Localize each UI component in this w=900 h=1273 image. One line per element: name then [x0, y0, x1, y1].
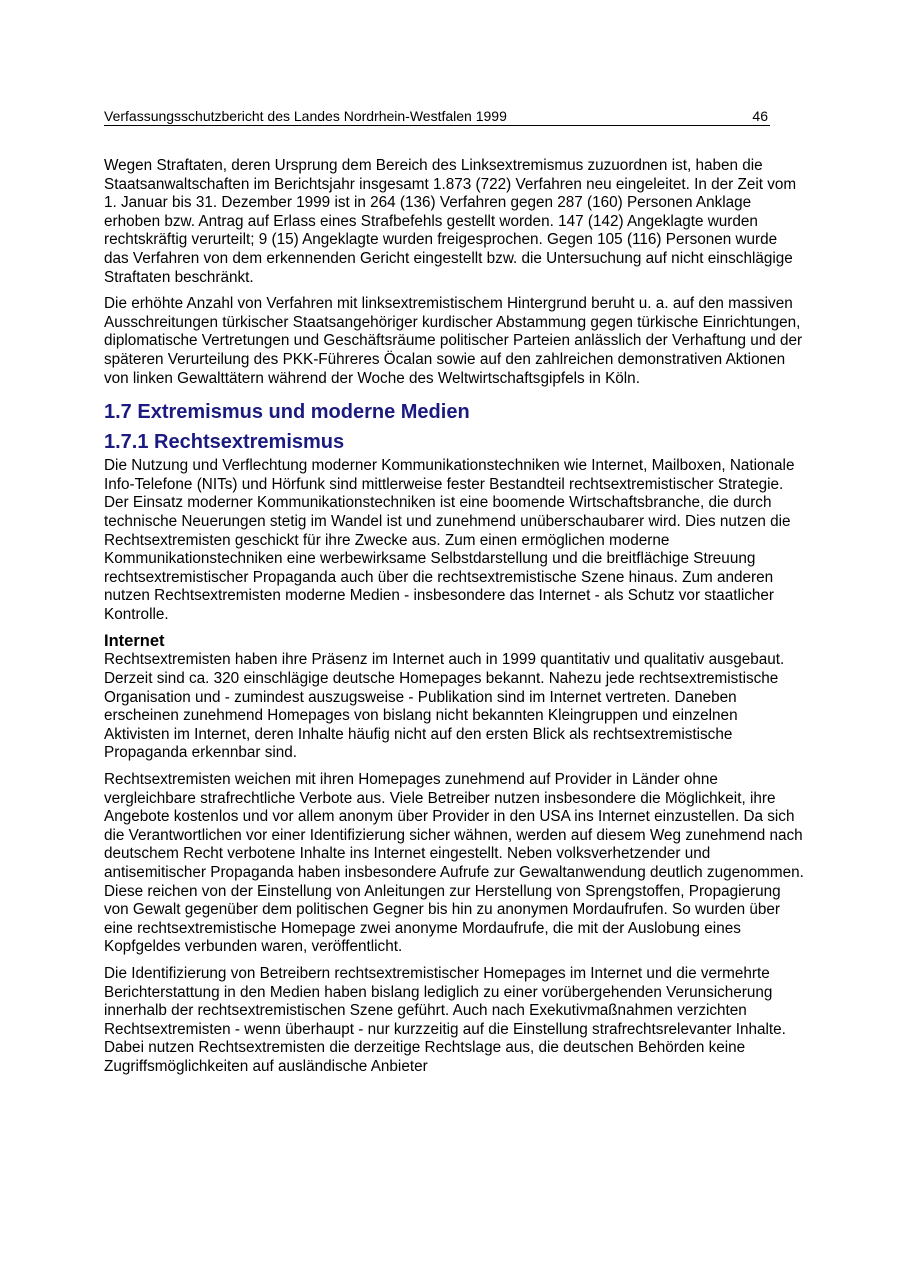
running-header: [104, 108, 770, 126]
header-title: Verfassungsschutzbericht des Landes Nordrhein-Westfalen 1999: [104, 108, 507, 124]
paragraph-foreign-providers: Rechtsextremisten weichen mit ihren Homepages zunehmend auf Provider in Länder ohne vergleichbare strafrechtliche Verbote aus. Viele Betreiber nutzen insbesondere die Möglichkeit, ihre Angebote kostenlos und vor allem anonym über Provider in den USA ins Internet einzustellen. Da sich die Verantwortlichen vor einer Identifizierung sicher wähnen, werden auf diesem Weg zunehmend nach deutschem Recht verbotene Inhalte ins Internet eingestellt. Neben volksverhetzender und antisemitischer Propaganda haben insbesondere Aufrufe zur Gewaltanwendung deutlich zugenommen. Diese reichen von der Einstellung von Anleitungen zur Herstellung von Sprengstoffen, Propagierung von Gewalt gegenüber dem politischen Gegner bis hin zu anonymen Mordaufrufen. So wurden über eine rechtsextremistische Homepage zwei anonyme Mordaufrufe, die mit der Auslobung eines Kopfgeldes verbunden waren, veröffentlicht.: [104, 771, 804, 956]
internet-heading: Internet: [104, 632, 165, 651]
paragraph-operator-identification: Die Identifizierung von Betreibern rechtsextremistischer Homepages im Internet und die vermehrte Berichterstattung in den Medien haben bislang lediglich zu einer vorübergehenden Verunsicherung innerhalb der rechtsextremistischen Szene geführt. Auch nach Exekutivmaßnahmen verzichten Rechtsextremisten - wenn überhaupt - nur kurzzeitig auf die Einstellung strafrechtsrelevanter Inhalte. Dabei nutzen Rechtsextremisten die derzeitige Rechtslage aus, die deutschen Behörden keine Zugriffsmöglichkeiten auf ausländische Anbieter: [104, 964, 786, 1075]
body-text: [104, 157, 804, 1085]
subsection-heading: 1.7.1 Rechtsextremismus: [104, 431, 345, 454]
section-heading: 1.7 Extremismus und moderne Medien: [104, 401, 470, 424]
page-number: 46: [752, 108, 768, 124]
paragraph-internet-presence: Rechtsextremisten haben ihre Präsenz im Internet auch in 1999 quantitativ und qualitativ ausgebaut. Derzeit sind ca. 320 einschlägige deutsche Homepages bekannt. Nahezu jede rechtsextremistische Organisation und - zumindest auszugsweise - Publikation sind im Internet vertreten. Daneben erscheinen zunehmend Homepages von bislang nicht bekannten Kleingruppen und einzelnen Aktivisten im Internet, deren Inhalte häufig nicht auf den ersten Blick als rechtsextremistische Propaganda erkennbar sind.: [104, 651, 785, 762]
paragraph-proceedings-increase: Die erhöhte Anzahl von Verfahren mit linksextremistischem Hintergrund beruht u. a. auf den massiven Ausschreitungen türkischer Staatsangehöriger kurdischer Abstammung gegen türkische Einrichtungen, diplomatische Vertretungen und Geschäftsräume politischer Parteien anlässlich der Verhaftung und der späteren Verurteilung des PKK-Führeres Öcalan sowie auf den zahlreichen demonstrativen Aktionen von linken Gewalttätern während der Woche des Weltwirtschaftsgipfels in Köln.: [104, 295, 803, 387]
paragraph-communication-techniques: Die Nutzung und Verflechtung moderner Kommunikationstechniken wie Internet, Mailboxen, Nationale Info-Telefone (NITs) und Hörfunk sind mittlerweise fester Bestandteil rechtsextremistischer Strategie. Der Einsatz moderner Kommunikationstechniken ist eine boomende Wirtschaftsbranche, die durch technische Neuerungen stetig im Wandel ist und zunehmend unüberschaubarer wird. Dies nutzen die Rechtsextremisten geschickt für ihre Zwecke aus. Zum einen ermöglichen moderne Kommunikationstechniken eine werbewirksame Selbstdarstellung und die breitflächige Streuung rechtsextremistischer Propaganda auch über die rechtsextremistische Szene hinaus. Zum anderen nutzen Rechtsextremisten moderne Medien - insbesondere das Internet - als Schutz vor staatlicher Kontrolle.: [104, 457, 795, 623]
paragraph-prosecution-stats: Wegen Straftaten, deren Ursprung dem Bereich des Linksextremismus zuzuordnen ist, haben die Staatsanwaltschaften im Berichtsjahr insgesamt 1.873 (722) Verfahren neu eingeleitet. In der Zeit vom 1. Januar bis 31. Dezember 1999 ist in 264 (136) Verfahren gegen 287 (160) Personen Anklage erhoben bzw. Antrag auf Erlass eines Strafbefehls gestellt worden. 147 (142) Angeklagte wurden rechtskräftig verurteilt; 9 (15) Angeklagte wurden freigesprochen. Gegen 105 (116) Personen wurde das Verfahren von dem erkennenden Gericht eingestellt bzw. die Untersuchung auf nicht einschlägige Straftaten beschränkt.: [104, 157, 797, 286]
